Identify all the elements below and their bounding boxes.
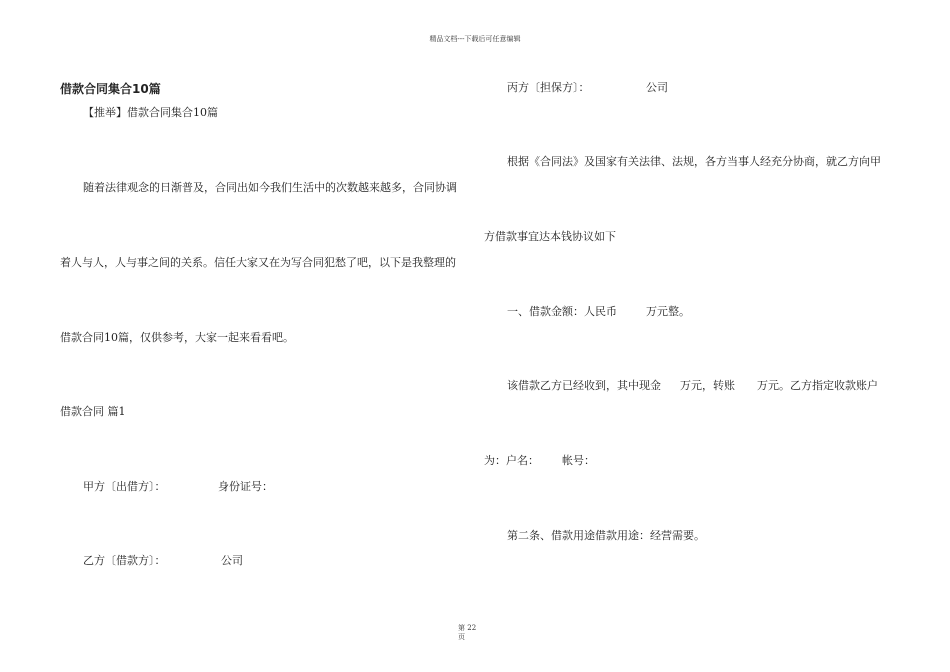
intro-paragraph-line-1: 随着法律观念的日渐普及，合同出如今我们生活中的次数越来越多，合同协调 [83,181,457,194]
party-b-company: 公司 [221,554,243,567]
document-title: 借款合同集合10篇 [60,82,161,96]
basis-line-1: 根据《合同法》及国家有关法律、法规，各方当事人经充分协商，就乙方向甲 [507,155,881,168]
article-two: 第二条、借款用途借款用途：经营需要。 [507,529,705,542]
account-number-label: 帐号： [562,454,595,467]
party-c-label: 丙方〔担保方〕： [507,81,590,94]
recommend-line: 【推举】借款合同集合10篇 [83,106,218,119]
id-number-label: 身份证号： [218,480,273,493]
intro-paragraph-line-3: 借款合同10篇，仅供参考，大家一起来看看吧。 [60,331,294,344]
received-cash-label: 该借款乙方已经收到，其中现金 [507,379,661,392]
amount-label: 一、借款金额：人民币 [507,305,617,318]
received-transfer-label: 万元，转账 [680,379,735,392]
basis-line-2: 方借款事宜达本钱协议如下 [484,230,616,243]
party-a-label: 甲方〔出借方〕： [83,480,166,493]
page-prefix: 第 [458,624,465,632]
page-number: 22 [467,624,477,632]
page-header: 精品文档---下载后可任意编辑 [429,35,521,43]
page-suffix: 页 [458,633,465,641]
received-account-label: 万元。乙方指定收款账户 [757,379,878,392]
party-b-label: 乙方〔借款方〕： [83,554,166,567]
page-footer [458,624,476,642]
party-c-company: 公司 [646,81,668,94]
intro-paragraph-line-2: 着人与人，人与事之间的关系。信任大家又在为写合同犯愁了吧，以下是我整理的 [60,256,456,269]
amount-unit: 万元整。 [646,305,690,318]
account-name-label: 为：户名： [484,454,539,467]
section-heading: 借款合同 篇1 [60,405,126,418]
